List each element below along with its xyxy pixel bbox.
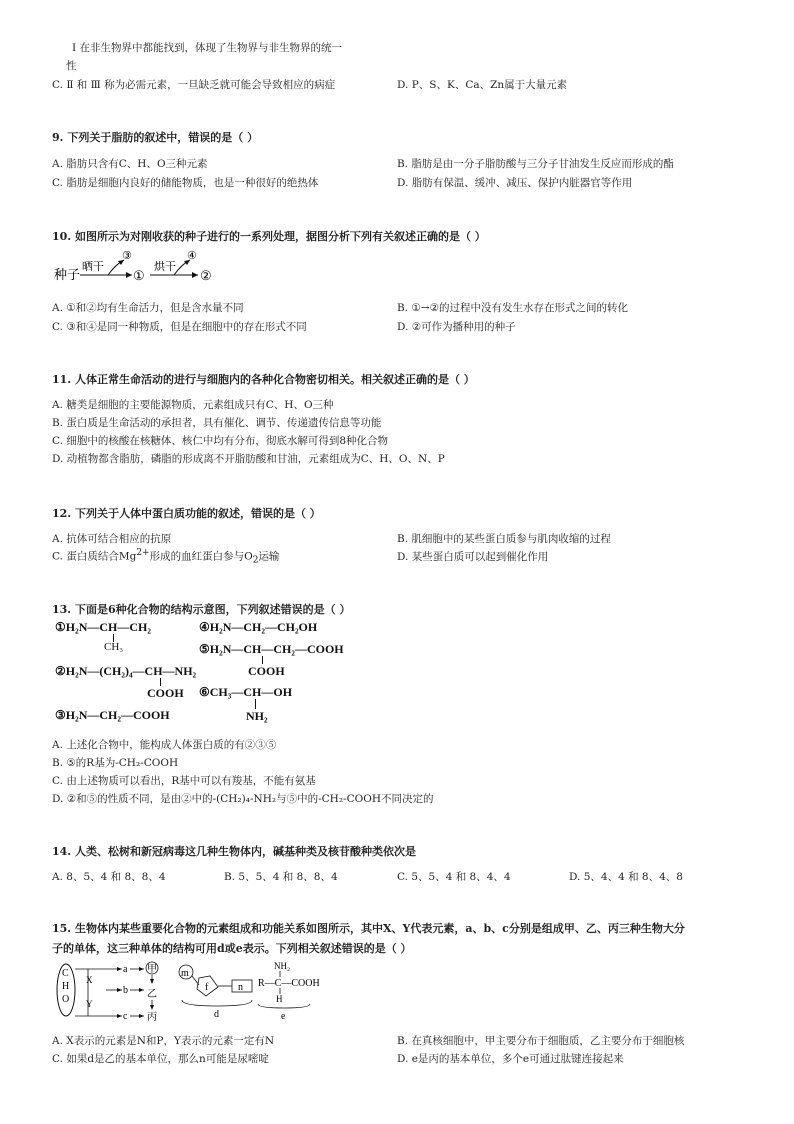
- structure-5: ⑤H₂N—CH—CH₂—COOH: [199, 642, 344, 656]
- dry2-label: 烘干: [154, 261, 176, 273]
- q8-option-b-line1: Ⅰ 在非生物界中都能找到，体现了生物界与非生物界的统一: [72, 42, 342, 54]
- q15-option-d: D. e是丙的基本单位，多个e可通过肽键连接起来: [397, 1053, 624, 1065]
- seed-processing-diagram: [52, 246, 232, 286]
- structure-1: ①H₂N—CH—CH₂: [55, 620, 151, 634]
- structure-2: ②H₂N—(CH₂)₄—CH—NH₂: [55, 664, 197, 678]
- q14-option-b: B. 5、5、4 和 8、8、4: [224, 871, 338, 883]
- monomer-a: a: [123, 964, 128, 975]
- q12-c-sup: 2+: [136, 548, 150, 558]
- q15-stem-line1: 15. 生物体内某些重要化合物的元素组成和功能关系如图所示，其中X、Y代表元素，a、b、c分别是组成甲、乙、丙三种生物大分: [52, 922, 685, 935]
- q11-option-c: C. 细胞中的核酸在核糖体、核仁中均有分布，彻底水解可得到8种化合物: [52, 435, 389, 447]
- q14-option-c: C. 5、5、4 和 8、4、4: [397, 871, 511, 883]
- element-o: O: [62, 994, 70, 1005]
- q15-stem-line2: 子的单体，这三种单体的结构可用d或e表示。下列相关叙述错误的是（ ）: [52, 942, 412, 955]
- structure-5-branch: COOH: [248, 664, 285, 678]
- seed-label: 种子: [54, 267, 81, 282]
- seed-processing-arrows: [52, 246, 232, 286]
- amino-backbone: R—C—COOH: [258, 978, 320, 989]
- q13-option-c: C. 由上述物质可以看出，R基中可以有羧基，不能有氨基: [52, 775, 316, 787]
- q15-option-c: C. 如果d是乙的基本单位，那么n可能是尿嘧啶: [52, 1053, 269, 1065]
- structure-2-bond: [160, 678, 161, 686]
- q12-c-post: 运输: [258, 550, 280, 563]
- q15-option-b: B. 在真核细胞中，甲主要分布于细胞质，乙主要分布于细胞核: [397, 1035, 685, 1047]
- q8-option-d: D. P、S、K、Ca、Zn属于大量元素: [397, 79, 568, 91]
- macromolecule-bing: 丙: [147, 1012, 157, 1022]
- branch-c-head: [117, 1014, 122, 1018]
- q14-option-d: D. 5、4、4 和 8、4、8: [569, 871, 683, 883]
- branch-b-head: [117, 988, 122, 992]
- c-to-bing-head: [139, 1014, 144, 1018]
- label-d: d: [214, 1009, 219, 1020]
- q14-stem: 14. 人类、松树和新冠病毒这几种生物体内，碱基种类及核苷酸种类依次是: [52, 845, 416, 858]
- arrow-1-head: [126, 272, 132, 278]
- q12-stem: 12. 下列关于人体中蛋白质功能的叙述，错误的是（ ）: [52, 507, 321, 520]
- element-h: H: [62, 981, 70, 992]
- q15-option-a: A. X表示的元素是N和P，Y表示的元素一定有N: [52, 1035, 275, 1047]
- element-c: C: [62, 968, 69, 979]
- q12-option-c: [52, 548, 279, 566]
- q13-option-b: B. ⑤的R基为-CH₂-COOH: [52, 757, 179, 769]
- q12-c-sub: 2: [252, 555, 259, 566]
- q11-option-a: A. 糖类是细胞的主要能源物质，元素组成只有C、H、O三种: [52, 399, 334, 411]
- q13-stem: 13. 下面是6种化合物的结构示意图，下列叙述错误的是（ ）: [52, 603, 351, 616]
- e-brace: [258, 1004, 310, 1008]
- label-4: ④: [187, 250, 197, 262]
- structure-1-branch: CH₃: [104, 641, 124, 653]
- structure-4: ④H₂N—CH₂—CH₂OH: [199, 620, 318, 634]
- q13-option-d: D. ②和⑤的性质不同，是由②中的-(CH₂)₄-NH₂与⑤中的-CH₂-COOH不同决定的: [52, 793, 434, 805]
- branch-a-head: [117, 967, 122, 971]
- q9-option-c: C. 脂肪是细胞内良好的储能物质，也是一种很好的绝热体: [52, 177, 319, 189]
- q11-option-d: D. 动植物都含脂肪，磷脂的形成离不开脂肪酸和甘油，元素组成为C、H、O、N、P: [52, 453, 445, 465]
- structure-6: ⑥CH₃—CH—OH: [199, 685, 293, 699]
- structure-2-branch: COOH: [147, 686, 184, 700]
- element-y: Y: [86, 999, 93, 1009]
- element-x: X: [86, 975, 93, 985]
- q10-option-b: B. ①→②的过程中没有发生水存在形式之间的转化: [397, 302, 629, 314]
- structure-6-branch: NH₂: [246, 709, 268, 723]
- q9-option-d: D. 脂肪有保温、缓冲、减压、保护内脏器官等作用: [397, 177, 633, 189]
- q12-option-b: B. 肌细胞中的某些蛋白质参与肌肉收缩的过程: [397, 533, 611, 545]
- label-e: e: [281, 1011, 286, 1022]
- yi-to-bing-head: [150, 1005, 154, 1010]
- q12-option-d: D. 某些蛋白质可以起到催化作用: [397, 551, 549, 563]
- q9-option-b: B. 脂肪是由一分子脂肪酸与三分子甘油发生反应而形成的酯: [397, 158, 674, 170]
- monomer-c: c: [123, 1011, 128, 1022]
- structure-3: ③H₂N—CH₂—COOH: [55, 708, 170, 722]
- b-to-yi-head: [139, 988, 144, 992]
- structure-6-bond: [255, 699, 256, 709]
- q12-c-pre: C. 蛋白质结合Mg: [52, 550, 137, 563]
- q10-option-a: A. ①和②均有生命活力，但是含水量不同: [52, 302, 244, 314]
- q8-option-b-line2: 性: [66, 60, 77, 72]
- group-m: m: [181, 968, 189, 979]
- amino-h: H: [276, 994, 283, 1004]
- q10-option-c: C. ③和④是同一种物质，但是在细胞中的存在形式不同: [52, 321, 307, 333]
- q11-stem: 11. 人体正常生命活动的进行与细胞内的各种化合物密切相关。相关叙述正确的是（ ）: [52, 373, 475, 386]
- group-f: f: [205, 982, 209, 993]
- compound-relationship-diagram: [52, 956, 332, 1022]
- q9-option-a: A. 脂肪只含有C、H、O三种元素: [52, 158, 208, 170]
- label-2: ②: [200, 268, 212, 283]
- d-brace: [182, 1000, 252, 1006]
- macromolecule-yi: 乙: [147, 989, 157, 1000]
- structure-5-bond: [262, 656, 263, 664]
- q13-option-a: A. 上述化合物中，能构成人体蛋白质的有②③⑤: [52, 739, 277, 751]
- a-to-jia-head: [139, 967, 144, 971]
- label-3: ③: [122, 250, 132, 262]
- q9-stem: 9. 下列关于脂肪的叙述中，错误的是（ ）: [52, 131, 259, 144]
- amino-nh2: NH₂: [274, 961, 291, 971]
- q11-option-b: B. 蛋白质是生命活动的承担者，具有催化、调节、传递遗传信息等功能: [52, 417, 382, 429]
- macromolecule-jia: 甲: [147, 964, 157, 975]
- compound-diagram-svg: [52, 956, 332, 1022]
- jia-to-yi-head: [150, 979, 154, 984]
- arrow-2-head: [192, 272, 198, 278]
- q8-option-c: C. Ⅱ 和 Ⅲ 称为必需元素，一旦缺乏就可能会导致相应的病症: [52, 79, 336, 91]
- q12-option-a: A. 抗体可结合相应的抗原: [52, 533, 172, 545]
- q10-stem: 10. 如图所示为对刚收获的种子进行的一系列处理，据图分析下列有关叙述正确的是（ ）: [52, 230, 486, 243]
- group-n: n: [238, 982, 243, 993]
- label-1: ①: [133, 268, 145, 283]
- monomer-b: b: [123, 985, 128, 996]
- q12-c-mid: 形成的血红蛋白参与O: [149, 550, 253, 563]
- q10-option-d: D. ②可作为播种用的种子: [397, 321, 516, 333]
- q14-option-a: A. 8、5、4 和 8、8、4: [52, 871, 166, 883]
- dry1-label: 晒干: [82, 261, 104, 273]
